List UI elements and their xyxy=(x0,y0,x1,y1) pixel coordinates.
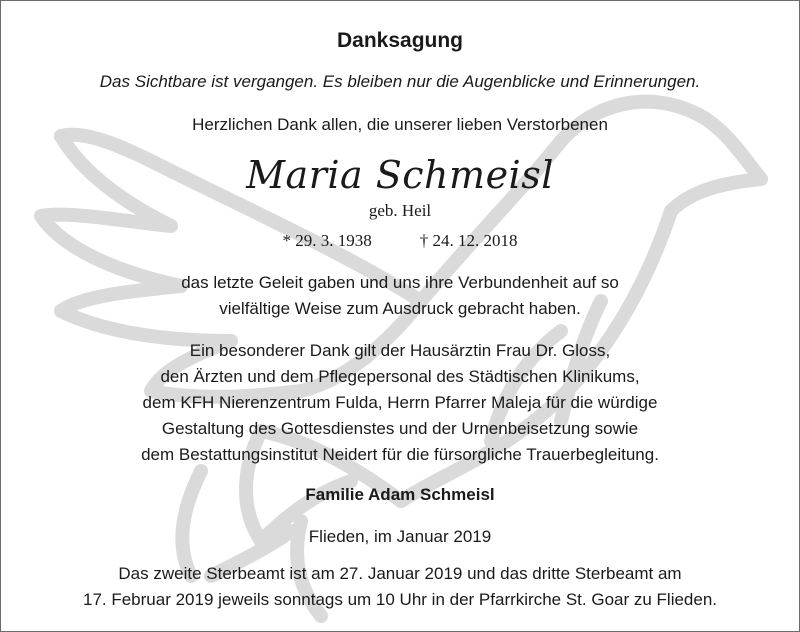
thanks-line: vielfältige Weise zum Ausdruck gebracht haben. xyxy=(219,299,581,318)
maiden-name: geb. Heil xyxy=(368,201,432,220)
deceased-name: Maria Schmeisl xyxy=(246,153,554,197)
death-date: † 24. 12. 2018 xyxy=(419,231,518,250)
special-thanks-line: dem Bestattungsinstitut Neidert für die fürsorgliche Trauerbegleitung. xyxy=(141,445,659,464)
notice-title: Danksagung xyxy=(336,29,464,52)
thanks-line: das letzte Geleit gaben und uns ihre Verbundenheit auf so xyxy=(181,273,619,292)
special-thanks-line: dem KFH Nierenzentrum Fulda, Herrn Pfarrer Maleja für die würdige xyxy=(142,393,658,412)
special-thanks-line: Gestaltung des Gottesdienstes und der Urnenbeisetzung sowie xyxy=(161,419,639,438)
special-thanks-line: Ein besonderer Dank gilt der Hausärztin Frau Dr. Gloss, xyxy=(189,341,611,360)
service-info-line: 17. Februar 2019 jeweils sonntags um 10 Uhr in der Pfarrkirche St. Goar zu Flieden. xyxy=(82,590,718,609)
intro-text: Herzlichen Dank allen, die unserer lieben Verstorbenen xyxy=(192,115,608,134)
motto: Das Sichtbare ist vergangen. Es bleiben nur die Augenblicke und Erinnerungen. xyxy=(99,72,701,91)
service-info-line: Das zweite Sterbeamt ist am 27. Januar 2019 und das dritte Sterbeamt am xyxy=(118,564,682,583)
birth-date: * 29. 3. 1938 xyxy=(282,231,372,250)
special-thanks-line: den Ärzten und dem Pflegepersonal des Städtischen Klinikums, xyxy=(160,367,640,386)
family-signature: Familie Adam Schmeisl xyxy=(305,485,495,504)
life-dates xyxy=(1,231,799,251)
place-date: Flieden, im Januar 2019 xyxy=(308,527,492,546)
